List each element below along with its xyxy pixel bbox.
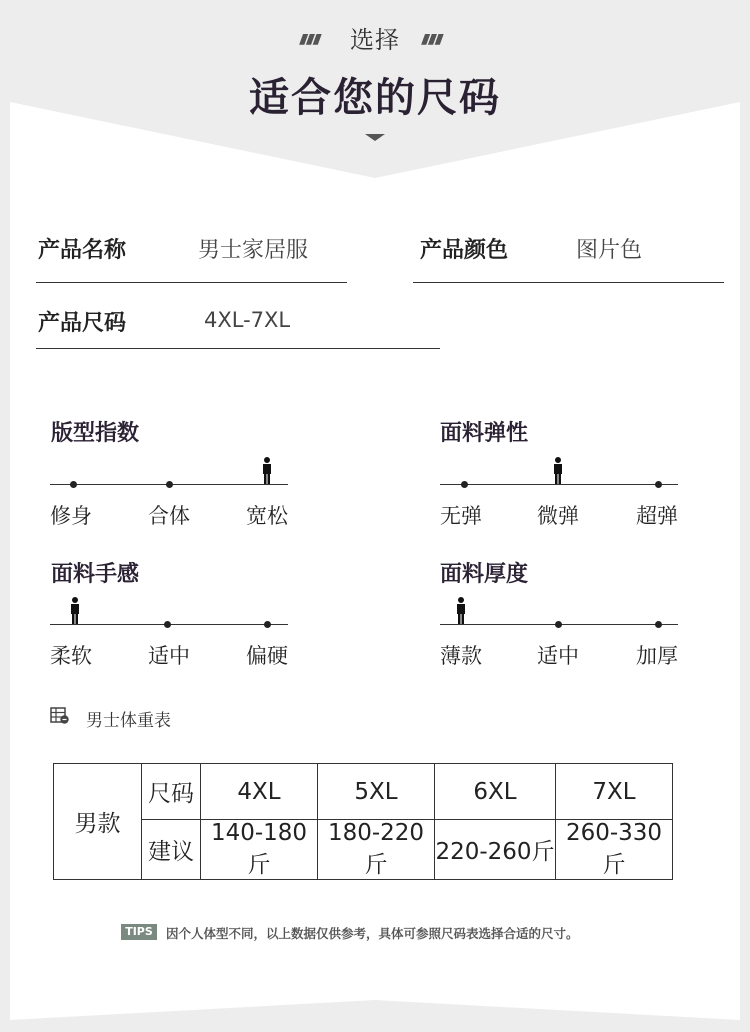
tips-text: 因个人体型不同，以上数据仅供参考，具体可参照尺码表选择合适的尺寸。 bbox=[166, 926, 579, 941]
scale-label: 合体 bbox=[148, 504, 190, 528]
scale-dot bbox=[655, 481, 662, 488]
product-color-label: 产品颜色 bbox=[420, 238, 509, 263]
chevron-down-icon bbox=[365, 134, 385, 141]
scale-label: 适中 bbox=[537, 644, 579, 668]
divider bbox=[36, 348, 440, 349]
scale-dot bbox=[264, 621, 271, 628]
scale-label: 宽松 bbox=[246, 504, 288, 528]
scale-title: 面料弹性 bbox=[440, 421, 529, 446]
scale-dot bbox=[164, 621, 171, 628]
header-dash-left: ▮▮▮ bbox=[297, 31, 324, 47]
table-cell: 6XL bbox=[435, 764, 556, 820]
table-cell: 4XL bbox=[201, 764, 318, 820]
table-cell: 260-330斤 bbox=[556, 820, 673, 880]
product-name-label: 产品名称 bbox=[38, 238, 127, 263]
header-subtitle: 选择 bbox=[350, 26, 400, 54]
scale-label: 柔软 bbox=[50, 644, 92, 668]
scale-label: 偏硬 bbox=[246, 644, 288, 668]
scale-label: 适中 bbox=[148, 644, 190, 668]
product-color-value: 图片色 bbox=[576, 238, 643, 263]
header-dash-right: ▮▮▮ bbox=[419, 31, 446, 47]
table-cell: 220-260斤 bbox=[435, 820, 556, 880]
product-size-label: 产品尺码 bbox=[38, 311, 127, 336]
divider bbox=[36, 282, 347, 283]
table-cell: 5XL bbox=[318, 764, 435, 820]
product-size-value: 4XL-7XL bbox=[204, 308, 291, 332]
table-header-cell: 建议 bbox=[142, 820, 201, 880]
table-cell: 180-220斤 bbox=[318, 820, 435, 880]
table-icon bbox=[50, 707, 70, 725]
weight-table bbox=[53, 763, 673, 880]
scale-dot bbox=[655, 621, 662, 628]
scale-dot bbox=[166, 481, 173, 488]
scale-dot bbox=[461, 481, 468, 488]
person-marker-icon bbox=[261, 457, 273, 484]
page-title: 适合您的尺码 bbox=[249, 75, 501, 121]
divider bbox=[413, 282, 724, 283]
scale-label: 无弹 bbox=[440, 504, 482, 528]
scale-label: 修身 bbox=[50, 504, 92, 528]
table-row-group: 男款 bbox=[54, 764, 142, 880]
person-marker-icon bbox=[455, 597, 467, 624]
table-header-cell: 尺码 bbox=[142, 764, 201, 820]
scale-title: 版型指数 bbox=[51, 421, 140, 446]
scale-dot bbox=[555, 621, 562, 628]
scale-title: 面料厚度 bbox=[440, 562, 529, 587]
scale-label: 微弹 bbox=[537, 504, 579, 528]
scale-dot bbox=[70, 481, 77, 488]
person-marker-icon bbox=[552, 457, 564, 484]
product-name-value: 男士家居服 bbox=[198, 238, 309, 263]
scale-title: 面料手感 bbox=[51, 562, 140, 587]
table-cell: 7XL bbox=[556, 764, 673, 820]
table-cell: 140-180斤 bbox=[201, 820, 318, 880]
tips-badge: TIPS bbox=[121, 924, 157, 940]
scale-track bbox=[440, 484, 678, 485]
person-marker-icon bbox=[69, 597, 81, 624]
scale-label: 超弹 bbox=[636, 504, 678, 528]
scale-label: 薄款 bbox=[440, 644, 482, 668]
table-row bbox=[54, 764, 673, 820]
scale-label: 加厚 bbox=[636, 644, 678, 668]
table-row bbox=[54, 820, 673, 880]
table-caption: 男士体重表 bbox=[86, 711, 171, 731]
